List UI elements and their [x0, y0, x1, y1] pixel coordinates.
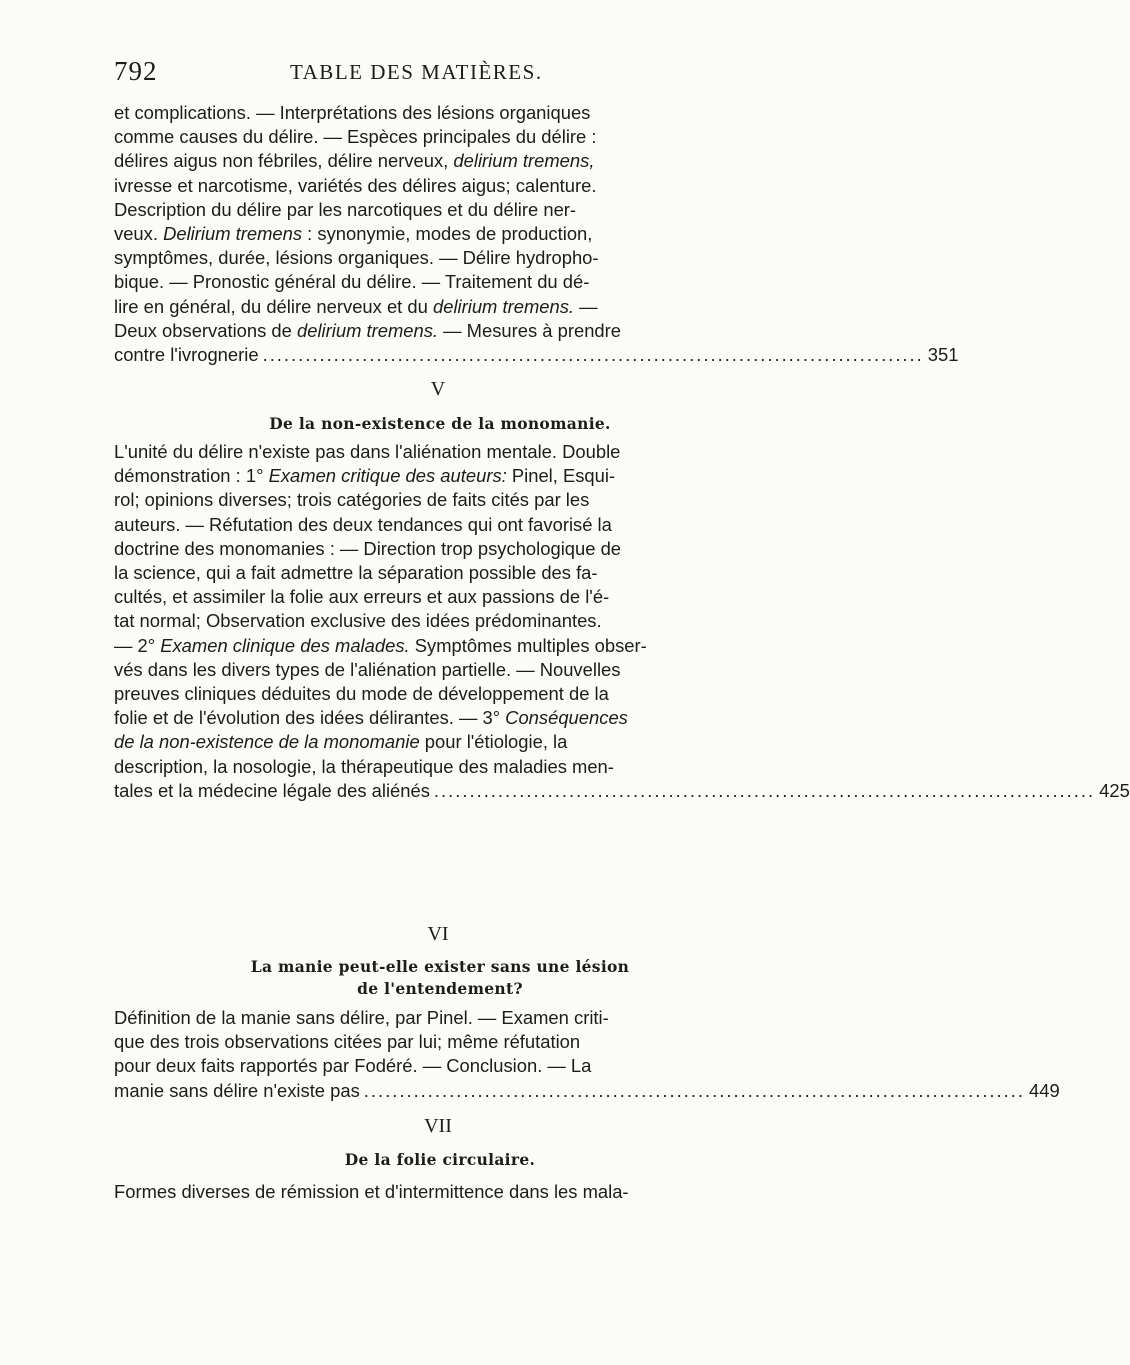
toc-entry-leader: tales et la médecine légale des aliénés ............................................................................................. 425: [114, 779, 766, 803]
text-line: que des trois observations citées par lui; même réfutation: [114, 1031, 581, 1053]
text-line: cultés, et assimiler la folie aux erreurs et aux passions de l'é-: [114, 586, 610, 608]
section-title: De la non-existence de la monomanie.: [269, 414, 611, 433]
text-line: L'unité du délire n'existe pas dans l'aliénation mentale. Double: [114, 441, 621, 462]
text-line: Définition de la manie sans délire, par Pinel. — Examen criti-: [114, 1007, 609, 1028]
section-numeral: VI: [427, 923, 449, 945]
toc-page-ref: 351: [927, 344, 959, 366]
text-line: symptômes, durée, lésions organiques. — Délire hydropho-: [114, 247, 599, 269]
text-line: ivresse et narcotisme, variétés des délires aigus; calenture.: [114, 174, 597, 196]
text-line: comme causes du délire. — Espèces principales du délire :: [114, 126, 597, 148]
running-head: TABLE DES MATIÈRES.: [290, 60, 543, 84]
section-vi-text: [114, 1006, 1060, 1103]
text-line: rol; opinions diverses; trois catégories de faits cités par les: [114, 489, 590, 511]
text-line: — 2° Examen clinique des malades. Symptômes multiples obser-: [114, 634, 647, 656]
text-line: lire en général, du délire nerveux et du delirium tremens. —: [114, 295, 598, 317]
text-line: bique. — Pronostic général du délire. — Traitement du dé-: [114, 271, 590, 293]
text-line: démonstration : 1° Examen critique des auteurs: Pinel, Esqui-: [114, 465, 616, 487]
text-line: description, la nosologie, la thérapeutique des maladies men-: [114, 755, 614, 777]
section-numeral: VII: [424, 1115, 452, 1137]
section-v-text: [114, 440, 1130, 803]
text-line: tat normal; Observation exclusive des idées prédominantes.: [114, 610, 602, 632]
toc-entry-leader: contre l'ivrognerie ............................................................................................. 351: [114, 343, 766, 367]
toc-page-ref: 449: [1028, 1079, 1060, 1101]
text-line: la science, qui a fait admettre la séparation possible des fa-: [114, 562, 598, 584]
text-line: et complications. — Interprétations des lésions organiques: [114, 102, 591, 123]
section-numeral: V: [430, 378, 446, 400]
text-line: pour deux faits rapportés par Fodéré. — Conclusion. — La: [114, 1055, 592, 1077]
text-line: Deux observations de delirium tremens. — Mesures à prendre: [114, 319, 622, 341]
toc-entry-leader: manie sans délire n'existe pas ............................................................................................. 449: [114, 1079, 766, 1103]
chapter-iv-continued-text: [114, 101, 959, 367]
text-line: Description du délire par les narcotiques et du délire ner-: [114, 198, 577, 220]
text-line: Formes diverses de rémission et d'intermittence dans les mala-: [114, 1181, 629, 1202]
text-line: auteurs. — Réfutation des deux tendances qui ont favorisé la: [114, 513, 612, 535]
text-line: preuves cliniques déduites du mode de développement de la: [114, 683, 609, 705]
section-title-line: La manie peut-elle exister sans une lésion: [250, 957, 630, 976]
section-title-line: de l'entendement?: [357, 979, 523, 998]
toc-page-ref: 425: [1099, 779, 1130, 801]
text-line: veux. Delirium tremens : synonymie, modes de production,: [114, 223, 593, 245]
text-line: doctrine des monomanies : — Direction trop psychologique de: [114, 537, 622, 559]
text-line: folie et de l'évolution des idées délirantes. — 3° Conséquences: [114, 707, 628, 729]
page-number: 792: [114, 56, 158, 86]
section-title: [114, 956, 766, 1000]
text-line: délires aigus non fébriles, délire nerveux, delirium tremens,: [114, 150, 595, 172]
section-vii-text: [114, 1180, 766, 1204]
section-title: De la folie circulaire.: [344, 1150, 536, 1169]
text-line: de la non-existence de la monomanie pour l'étiologie, la: [114, 731, 568, 753]
text-line: vés dans les divers types de l'aliénation partielle. — Nouvelles: [114, 658, 621, 680]
